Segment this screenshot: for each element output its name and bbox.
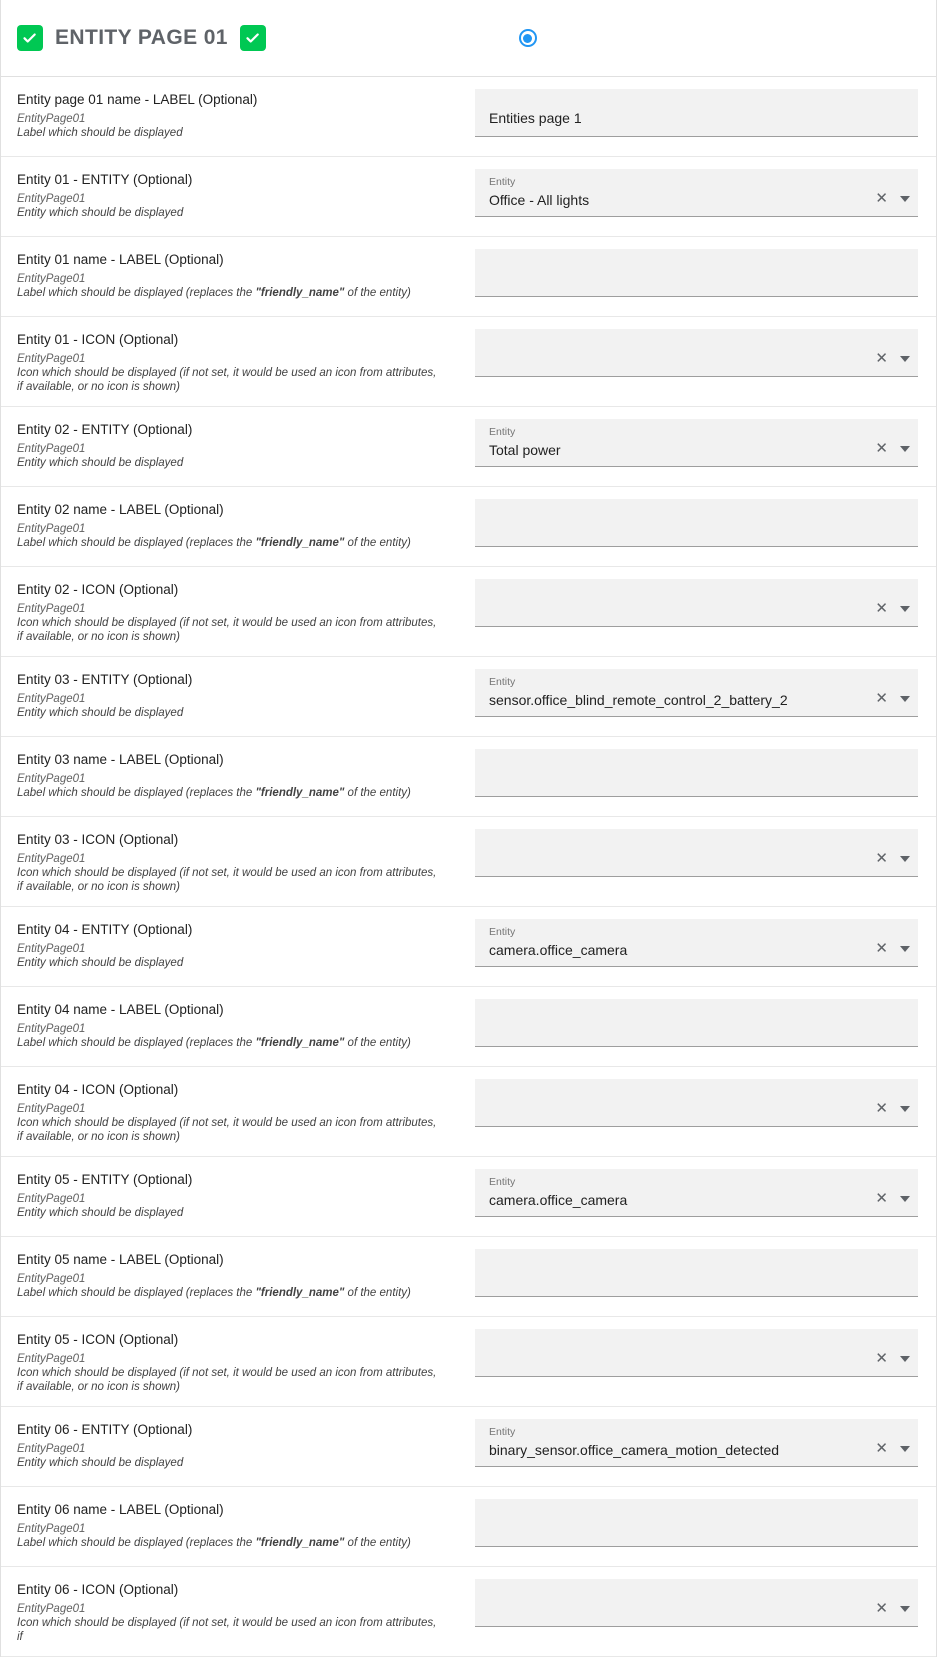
row-control-block <box>459 77 936 149</box>
entity-select-field[interactable] <box>475 1579 918 1627</box>
row-key: EntityPage01 <box>17 1273 86 1285</box>
field-content <box>489 339 867 369</box>
row-title: Entity 03 name - LABEL (Optional) <box>17 752 224 767</box>
row-description <box>17 1036 445 1050</box>
row-description: Icon which should be displayed (if not set, it would be used an icon from attributes, if available, or no icon is shown) <box>17 867 437 893</box>
row-description: Icon which should be displayed (if not set, it would be used an icon from attributes, if available, or no icon is shown) <box>17 1117 437 1143</box>
row-control-block <box>459 237 936 309</box>
field-value[interactable]: Office - All lights <box>489 192 590 208</box>
row-description-tail: of the entity) <box>344 787 411 799</box>
clear-icon[interactable]: ✕ <box>875 1440 888 1457</box>
row-title: Entity 05 name - LABEL (Optional) <box>17 1252 224 1267</box>
row-key: EntityPage01 <box>17 1193 86 1205</box>
settings-row <box>1 987 936 1067</box>
row-control-block <box>459 987 936 1059</box>
row-description: Icon which should be displayed (if not set, it would be used an icon from attributes, if available, or no icon is shown) <box>17 1367 437 1393</box>
settings-row <box>1 407 936 487</box>
chevron-down-icon[interactable] <box>900 1106 910 1112</box>
field-actions <box>875 441 910 459</box>
chevron-down-icon[interactable] <box>900 1356 910 1362</box>
settings-row <box>1 1487 936 1567</box>
row-key: EntityPage01 <box>17 1603 86 1615</box>
field-value-empty[interactable] <box>489 1259 910 1289</box>
row-key: EntityPage01 <box>17 603 86 615</box>
field-value[interactable]: camera.office_camera <box>489 1192 628 1208</box>
settings-row <box>1 567 936 657</box>
field-content <box>489 1589 867 1619</box>
row-description-part: Label which should be displayed (replaces the <box>17 1287 256 1299</box>
field-value-empty[interactable] <box>489 839 867 869</box>
text-input-field[interactable] <box>475 499 918 547</box>
text-input-field[interactable] <box>475 999 918 1047</box>
row-label-block <box>1 317 459 406</box>
field-actions <box>875 851 910 869</box>
row-label-block <box>1 1487 459 1562</box>
settings-row <box>1 1157 936 1237</box>
field-actions <box>875 1101 910 1119</box>
header-checkbox-right[interactable] <box>240 25 266 51</box>
field-content <box>489 1426 867 1459</box>
row-title: Entity 01 name - LABEL (Optional) <box>17 252 224 267</box>
field-value-empty[interactable] <box>489 509 910 539</box>
row-description: Icon which should be displayed (if not set, it would be used an icon from attributes, if available, or no icon is shown) <box>17 367 437 393</box>
row-title: Entity 01 - ENTITY (Optional) <box>17 172 193 187</box>
clear-icon[interactable]: ✕ <box>875 940 888 957</box>
field-value-empty[interactable] <box>489 1509 910 1539</box>
chevron-down-icon[interactable] <box>900 356 910 362</box>
entity-select-field[interactable] <box>475 1079 918 1127</box>
row-key: EntityPage01 <box>17 1103 86 1115</box>
row-label-block <box>1 907 459 982</box>
settings-row <box>1 737 936 817</box>
chevron-down-icon[interactable] <box>900 856 910 862</box>
field-content <box>489 589 867 619</box>
row-description-part: Label which should be displayed (replaces the <box>17 1037 256 1049</box>
field-floating-label: Entity <box>489 676 516 688</box>
field-actions <box>875 1351 910 1369</box>
row-description <box>17 786 445 800</box>
row-description-tail: of the entity) <box>344 1037 411 1049</box>
field-content <box>489 1339 867 1369</box>
field-content <box>489 839 867 869</box>
row-title: Entity 05 - ICON (Optional) <box>17 1332 179 1347</box>
field-content <box>489 926 867 959</box>
clear-icon[interactable]: ✕ <box>875 850 888 867</box>
row-title: Entity 02 - ICON (Optional) <box>17 582 179 597</box>
field-value-empty[interactable] <box>489 589 867 619</box>
row-label-block <box>1 77 459 152</box>
field-value-empty[interactable] <box>489 1339 867 1369</box>
row-label-block <box>1 1237 459 1312</box>
row-description: Entity which should be displayed <box>17 207 184 219</box>
field-content <box>489 259 910 289</box>
row-control-block <box>459 657 936 729</box>
settings-row <box>1 237 936 317</box>
entity-select-field[interactable] <box>475 579 918 627</box>
row-key: EntityPage01 <box>17 693 86 705</box>
row-description: Entity which should be displayed <box>17 707 184 719</box>
row-control-block <box>459 1487 936 1559</box>
row-description: Entity which should be displayed <box>17 1207 184 1219</box>
chevron-down-icon[interactable] <box>900 696 910 702</box>
row-description: Entity which should be displayed <box>17 1457 184 1469</box>
row-control-block <box>459 487 936 559</box>
row-control-block <box>459 737 936 809</box>
field-content <box>489 759 910 789</box>
row-control-block <box>459 1157 936 1229</box>
field-content <box>489 426 867 459</box>
row-label-block <box>1 487 459 562</box>
row-description: Entity which should be displayed <box>17 957 184 969</box>
row-control-block <box>459 817 936 889</box>
row-label-block <box>1 407 459 482</box>
field-content <box>489 676 867 709</box>
text-input-field[interactable] <box>475 1249 918 1297</box>
row-control-block <box>459 1067 936 1139</box>
settings-row <box>1 1067 936 1157</box>
chevron-down-icon[interactable] <box>900 606 910 612</box>
row-control-block <box>459 1317 936 1389</box>
row-label-block <box>1 1157 459 1232</box>
row-key: EntityPage01 <box>17 113 86 125</box>
row-control-block <box>459 1567 936 1639</box>
row-description: Label which should be displayed <box>17 127 183 139</box>
row-description-emphasis: "friendly_name" <box>255 787 345 799</box>
row-title: Entity 05 - ENTITY (Optional) <box>17 1172 193 1187</box>
field-actions <box>875 601 910 619</box>
row-key: EntityPage01 <box>17 1443 86 1455</box>
row-title: Entity 06 - ICON (Optional) <box>17 1582 179 1597</box>
row-control-block <box>459 1237 936 1309</box>
entity-select-field[interactable] <box>475 419 918 467</box>
row-label-block <box>1 817 459 906</box>
field-actions <box>875 1191 910 1209</box>
row-key: EntityPage01 <box>17 443 86 455</box>
settings-row <box>1 1407 936 1487</box>
chevron-down-icon[interactable] <box>900 1606 910 1612</box>
row-label-block <box>1 1567 459 1656</box>
clear-icon[interactable]: ✕ <box>875 1190 888 1207</box>
row-description-tail: of the entity) <box>344 1537 411 1549</box>
field-content <box>489 1089 867 1119</box>
row-title: Entity 02 name - LABEL (Optional) <box>17 502 224 517</box>
row-title: Entity 04 name - LABEL (Optional) <box>17 1002 224 1017</box>
row-label-block <box>1 1317 459 1406</box>
row-label-block <box>1 1407 459 1482</box>
row-description-emphasis: "friendly_name" <box>255 1287 345 1299</box>
row-description: Icon which should be displayed (if not set, it would be used an icon from attributes, if available, or no icon is shown) <box>17 617 437 643</box>
field-content <box>489 1176 867 1209</box>
row-description-emphasis: "friendly_name" <box>255 1537 345 1549</box>
row-description-part: Label which should be displayed (replaces the <box>17 537 256 549</box>
field-floating-label: Entity <box>489 1426 516 1438</box>
row-control-block <box>459 567 936 639</box>
row-label-block <box>1 567 459 656</box>
row-control-block <box>459 907 936 979</box>
row-control-block <box>459 1407 936 1479</box>
field-value-empty[interactable] <box>489 1089 867 1119</box>
row-description: Icon which should be displayed (if not set, it would be used an icon from attributes, if <box>17 1617 437 1643</box>
header-checkbox-left[interactable] <box>17 25 43 51</box>
field-value-empty[interactable] <box>489 339 867 369</box>
row-key: EntityPage01 <box>17 523 86 535</box>
settings-row <box>1 657 936 737</box>
settings-row <box>1 157 936 237</box>
field-value[interactable]: Total power <box>489 442 561 458</box>
row-key: EntityPage01 <box>17 773 86 785</box>
field-content <box>489 509 910 539</box>
row-label-block <box>1 987 459 1062</box>
text-input-field[interactable] <box>475 1499 918 1547</box>
row-description-emphasis: "friendly_name" <box>255 287 345 299</box>
row-key: EntityPage01 <box>17 273 86 285</box>
field-content <box>489 101 910 129</box>
row-label-block <box>1 737 459 812</box>
chevron-down-icon[interactable] <box>900 1446 910 1452</box>
clear-icon[interactable]: ✕ <box>875 1600 888 1617</box>
field-actions <box>875 941 910 959</box>
settings-row <box>1 817 936 907</box>
row-key: EntityPage01 <box>17 1023 86 1035</box>
row-description <box>17 1286 445 1300</box>
settings-row <box>1 1567 936 1657</box>
header-radio-button[interactable] <box>510 20 546 56</box>
radio-icon <box>519 29 537 47</box>
row-key: EntityPage01 <box>17 943 86 955</box>
entity-select-field[interactable] <box>475 829 918 877</box>
field-floating-label: Entity <box>489 926 516 938</box>
text-input-field[interactable] <box>475 249 918 297</box>
page-header <box>1 0 936 77</box>
chevron-down-icon[interactable] <box>900 446 910 452</box>
row-title: Entity 06 - ENTITY (Optional) <box>17 1422 193 1437</box>
page-title: ENTITY PAGE 01 <box>55 26 228 49</box>
field-actions <box>875 351 910 369</box>
row-title: Entity 06 name - LABEL (Optional) <box>17 1502 224 1517</box>
field-actions <box>875 1601 910 1619</box>
field-actions <box>875 691 910 709</box>
row-description-emphasis: "friendly_name" <box>255 1037 345 1049</box>
field-value[interactable]: camera.office_camera <box>489 942 628 958</box>
settings-row <box>1 77 936 157</box>
field-value[interactable]: sensor.office_blind_remote_control_2_battery_2 <box>489 692 788 708</box>
field-content <box>489 1509 910 1539</box>
row-label-block <box>1 1067 459 1156</box>
field-floating-label: Entity <box>489 426 516 438</box>
field-actions <box>875 1441 910 1459</box>
row-description <box>17 536 445 550</box>
row-description-part: Label which should be displayed (replaces the <box>17 1537 256 1549</box>
row-label-block <box>1 157 459 232</box>
settings-rows <box>1 77 936 1657</box>
entity-select-field[interactable] <box>475 919 918 967</box>
clear-icon[interactable]: ✕ <box>875 690 888 707</box>
field-value-empty[interactable] <box>489 1009 910 1039</box>
row-title: Entity 04 - ENTITY (Optional) <box>17 922 193 937</box>
row-description-tail: of the entity) <box>344 287 411 299</box>
row-description <box>17 286 445 300</box>
field-value-empty[interactable] <box>489 759 910 789</box>
row-control-block <box>459 407 936 479</box>
chevron-down-icon[interactable] <box>900 1196 910 1202</box>
clear-icon[interactable]: ✕ <box>875 440 888 457</box>
chevron-down-icon[interactable] <box>900 196 910 202</box>
field-value-empty[interactable] <box>489 259 910 289</box>
text-input-field[interactable] <box>475 89 918 137</box>
entity-select-field[interactable] <box>475 1169 918 1217</box>
field-value[interactable]: binary_sensor.office_camera_motion_detected <box>489 1442 780 1458</box>
field-floating-label: Entity <box>489 176 516 188</box>
field-content <box>489 1009 910 1039</box>
row-key: EntityPage01 <box>17 1523 86 1535</box>
field-value[interactable]: Entities page 1 <box>489 110 582 126</box>
row-description-part: Label which should be displayed (replaces the <box>17 287 256 299</box>
row-title: Entity 03 - ICON (Optional) <box>17 832 179 847</box>
field-content <box>489 176 867 209</box>
row-key: EntityPage01 <box>17 1353 86 1365</box>
row-description: Entity which should be displayed <box>17 457 184 469</box>
row-key: EntityPage01 <box>17 353 86 365</box>
row-description-tail: of the entity) <box>344 1287 411 1299</box>
row-control-block <box>459 157 936 229</box>
row-description-tail: of the entity) <box>344 537 411 549</box>
field-value-empty[interactable] <box>489 1589 867 1619</box>
row-title: Entity 01 - ICON (Optional) <box>17 332 179 347</box>
row-key: EntityPage01 <box>17 853 86 865</box>
clear-icon[interactable]: ✕ <box>875 350 888 367</box>
chevron-down-icon[interactable] <box>900 946 910 952</box>
settings-row <box>1 1237 936 1317</box>
text-input-field[interactable] <box>475 749 918 797</box>
entity-select-field[interactable] <box>475 169 918 217</box>
entity-select-field[interactable] <box>475 329 918 377</box>
settings-row <box>1 317 936 407</box>
field-actions <box>875 191 910 209</box>
row-control-block <box>459 317 936 389</box>
field-floating-label: Entity <box>489 1176 516 1188</box>
clear-icon[interactable]: ✕ <box>875 1100 888 1117</box>
entity-select-field[interactable] <box>475 669 918 717</box>
row-description <box>17 1536 445 1550</box>
row-title: Entity 02 - ENTITY (Optional) <box>17 422 193 437</box>
settings-row <box>1 907 936 987</box>
settings-row <box>1 487 936 567</box>
clear-icon[interactable]: ✕ <box>875 1350 888 1367</box>
clear-icon[interactable]: ✕ <box>875 600 888 617</box>
row-title: Entity 04 - ICON (Optional) <box>17 1082 179 1097</box>
settings-row <box>1 1317 936 1407</box>
clear-icon[interactable]: ✕ <box>875 190 888 207</box>
row-description-emphasis: "friendly_name" <box>255 537 345 549</box>
row-key: EntityPage01 <box>17 193 86 205</box>
entity-select-field[interactable] <box>475 1419 918 1467</box>
row-label-block <box>1 237 459 312</box>
row-label-block <box>1 657 459 732</box>
row-description-part: Label which should be displayed (replaces the <box>17 787 256 799</box>
row-title: Entity page 01 name - LABEL (Optional) <box>17 92 258 107</box>
row-title: Entity 03 - ENTITY (Optional) <box>17 672 193 687</box>
field-content <box>489 1259 910 1289</box>
entity-select-field[interactable] <box>475 1329 918 1377</box>
